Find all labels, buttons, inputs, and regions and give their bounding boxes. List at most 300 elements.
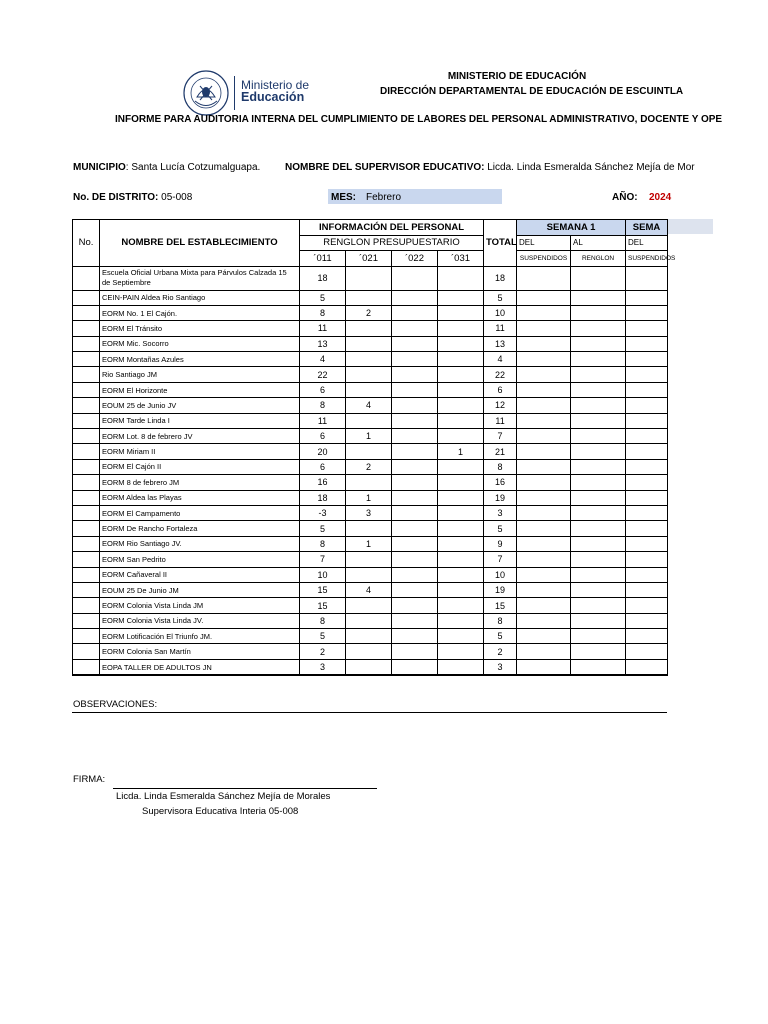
cell-031 xyxy=(438,266,484,290)
table-row xyxy=(73,598,668,613)
table-row xyxy=(73,367,668,382)
cell-011: 20 xyxy=(300,444,346,459)
cell-no xyxy=(73,382,100,397)
cell-022 xyxy=(392,321,438,336)
cell-no xyxy=(73,336,100,351)
municipio-label: MUNICIPIO xyxy=(73,162,126,173)
cell-011: 10 xyxy=(300,567,346,582)
table-row xyxy=(73,398,668,413)
cell-022 xyxy=(392,629,438,644)
cell-establecimiento: EORM Rio Santiago JV. xyxy=(100,536,300,551)
table-row xyxy=(73,552,668,567)
cell-establecimiento: EOUM 25 De Junio JM xyxy=(100,582,300,597)
cell-031 xyxy=(438,613,484,628)
cell-011: 6 xyxy=(300,429,346,444)
cell-sem2-suspendidos xyxy=(626,598,668,613)
cell-total: 5 xyxy=(484,521,517,536)
cell-sem1-renglon xyxy=(571,398,626,413)
table-row xyxy=(73,290,668,305)
cell-no xyxy=(73,659,100,675)
cell-sem2-suspendidos xyxy=(626,321,668,336)
cell-establecimiento: EORM Montañas Azules xyxy=(100,352,300,367)
cell-establecimiento: Rio Santiago JM xyxy=(100,367,300,382)
cell-sem1-renglon xyxy=(571,582,626,597)
cell-031 xyxy=(438,598,484,613)
cell-sem2-suspendidos xyxy=(626,459,668,474)
cell-sem1-renglon xyxy=(571,305,626,320)
cell-022 xyxy=(392,413,438,428)
cell-no xyxy=(73,444,100,459)
cell-011: 3 xyxy=(300,659,346,675)
cell-sem1-renglon xyxy=(571,644,626,659)
cell-011: 18 xyxy=(300,490,346,505)
cell-011: 5 xyxy=(300,290,346,305)
logo-text-educacion: Educación xyxy=(241,90,305,104)
cell-011: 11 xyxy=(300,321,346,336)
cell-sem1-renglon xyxy=(571,521,626,536)
cell-022 xyxy=(392,352,438,367)
cell-sem1-renglon xyxy=(571,598,626,613)
cell-031 xyxy=(438,567,484,582)
cell-sem2-suspendidos xyxy=(626,413,668,428)
table-row xyxy=(73,444,668,459)
cell-no xyxy=(73,552,100,567)
cell-sem1-suspendidos xyxy=(517,398,571,413)
mes-value: Febrero xyxy=(366,192,402,203)
cell-establecimiento: EORM Colonia Vista Linda JM xyxy=(100,598,300,613)
table-row xyxy=(73,429,668,444)
cell-total: 6 xyxy=(484,382,517,397)
cell-sem1-renglon xyxy=(571,444,626,459)
header-suspendidos: SUSPENDIDOS xyxy=(517,251,571,267)
cell-022 xyxy=(392,505,438,520)
cell-021 xyxy=(346,567,392,582)
cell-sem1-suspendidos xyxy=(517,567,571,582)
cell-total: 19 xyxy=(484,490,517,505)
cell-022 xyxy=(392,266,438,290)
cell-establecimiento: EORM Lotificación El Triunfo JM. xyxy=(100,629,300,644)
cell-011: 11 xyxy=(300,413,346,428)
cell-011: 15 xyxy=(300,598,346,613)
header-col-031: ´031 xyxy=(438,251,484,267)
cell-sem1-suspendidos xyxy=(517,536,571,551)
cell-sem1-suspendidos xyxy=(517,490,571,505)
cell-011: 16 xyxy=(300,475,346,490)
cell-sem1-renglon xyxy=(571,475,626,490)
cell-sem1-suspendidos xyxy=(517,352,571,367)
cell-sem1-renglon xyxy=(571,367,626,382)
cell-establecimiento: EORM De Rancho Fortaleza xyxy=(100,521,300,536)
cell-sem1-suspendidos xyxy=(517,629,571,644)
cell-011: 5 xyxy=(300,629,346,644)
cell-total: 7 xyxy=(484,429,517,444)
cell-no xyxy=(73,305,100,320)
firma-line xyxy=(113,788,377,789)
cell-011: 6 xyxy=(300,459,346,474)
cell-sem1-suspendidos xyxy=(517,459,571,474)
cell-sem1-renglon xyxy=(571,290,626,305)
cell-021 xyxy=(346,367,392,382)
cell-021: 1 xyxy=(346,429,392,444)
cell-022 xyxy=(392,490,438,505)
supervisor-label: NOMBRE DEL SUPERVISOR EDUCATIVO: xyxy=(285,162,485,173)
cell-total: 12 xyxy=(484,398,517,413)
cell-establecimiento: EORM El Cajón II xyxy=(100,459,300,474)
cell-establecimiento: CEIN-PAIN Aldea Rio Santiago xyxy=(100,290,300,305)
cell-no xyxy=(73,505,100,520)
cell-021 xyxy=(346,352,392,367)
cell-021: 2 xyxy=(346,305,392,320)
cell-establecimiento: EORM Lot. 8 de febrero JV xyxy=(100,429,300,444)
cell-022 xyxy=(392,459,438,474)
cell-sem1-suspendidos xyxy=(517,266,571,290)
cell-sem2-suspendidos xyxy=(626,367,668,382)
cell-establecimiento: EORM El Horizonte xyxy=(100,382,300,397)
cell-total: 13 xyxy=(484,336,517,351)
header-col-011: ´011 xyxy=(300,251,346,267)
cell-022 xyxy=(392,398,438,413)
cell-sem1-renglon xyxy=(571,613,626,628)
cell-sem1-suspendidos xyxy=(517,505,571,520)
cell-sem2-suspendidos xyxy=(626,352,668,367)
cell-021: 4 xyxy=(346,398,392,413)
cell-011: 5 xyxy=(300,521,346,536)
header-total: TOTAL xyxy=(484,220,517,267)
cell-sem1-renglon xyxy=(571,429,626,444)
mes-label: MES: xyxy=(331,192,356,203)
cell-total: 11 xyxy=(484,413,517,428)
cell-establecimiento: EORM Tarde Linda I xyxy=(100,413,300,428)
cell-sem2-suspendidos xyxy=(626,567,668,582)
cell-sem1-renglon xyxy=(571,629,626,644)
cell-establecimiento: EORM Mic. Socorro xyxy=(100,336,300,351)
cell-022 xyxy=(392,336,438,351)
cell-sem2-suspendidos xyxy=(626,629,668,644)
cell-total: 3 xyxy=(484,505,517,520)
cell-no xyxy=(73,266,100,290)
cell-total: 3 xyxy=(484,659,517,675)
cell-sem2-suspendidos xyxy=(626,536,668,551)
cell-011: 4 xyxy=(300,352,346,367)
personnel-table xyxy=(72,219,676,676)
header-info-personal: INFORMACIÓN DEL PERSONAL xyxy=(300,220,484,236)
cell-sem2-suspendidos xyxy=(626,336,668,351)
table-row xyxy=(73,352,668,367)
cell-establecimiento: EORM 8 de febrero JM xyxy=(100,475,300,490)
table-row xyxy=(73,266,668,290)
cell-031 xyxy=(438,490,484,505)
cell-021 xyxy=(346,336,392,351)
cell-022 xyxy=(392,552,438,567)
header-suspendidos-2: SUSPENDIDOS xyxy=(626,251,668,267)
cell-establecimiento: EORM San Pedrito xyxy=(100,552,300,567)
cell-031 xyxy=(438,352,484,367)
table-row xyxy=(73,382,668,397)
cell-establecimiento: EORM Colonia Vista Linda JV. xyxy=(100,613,300,628)
cell-022 xyxy=(392,644,438,659)
header-no: No. xyxy=(73,220,100,267)
cell-no xyxy=(73,644,100,659)
table-row xyxy=(73,490,668,505)
cell-sem2-suspendidos xyxy=(626,290,668,305)
ministry-heading: MINISTERIO DE EDUCACIÓN xyxy=(447,71,587,82)
supervisor-value: Licda. Linda Esmeralda Sánchez Mejía de Mor xyxy=(484,162,695,173)
cell-011: 2 xyxy=(300,644,346,659)
cell-sem1-renglon xyxy=(571,336,626,351)
cell-031 xyxy=(438,475,484,490)
cell-total: 15 xyxy=(484,598,517,613)
cell-021 xyxy=(346,521,392,536)
table-row xyxy=(73,413,668,428)
cell-total: 9 xyxy=(484,536,517,551)
cell-031 xyxy=(438,582,484,597)
cell-sem1-renglon xyxy=(571,552,626,567)
cell-no xyxy=(73,398,100,413)
cell-021 xyxy=(346,613,392,628)
logo-text-ministerio: Ministerio de xyxy=(241,78,310,92)
header-renglon-sub: RENGLON xyxy=(571,251,626,267)
cell-sem2-suspendidos xyxy=(626,505,668,520)
header-del-2: DEL xyxy=(626,235,668,251)
cell-011: 8 xyxy=(300,398,346,413)
cell-sem1-suspendidos xyxy=(517,552,571,567)
cell-total: 22 xyxy=(484,367,517,382)
table-row xyxy=(73,644,668,659)
cell-no xyxy=(73,367,100,382)
cell-sem2-suspendidos xyxy=(626,490,668,505)
cell-no xyxy=(73,413,100,428)
cell-sem1-suspendidos xyxy=(517,644,571,659)
header-semana-1: SEMANA 1 xyxy=(517,220,626,236)
cell-031 xyxy=(438,413,484,428)
cell-establecimiento: EORM Aldea las Playas xyxy=(100,490,300,505)
cell-021: 2 xyxy=(346,459,392,474)
cell-022 xyxy=(392,659,438,675)
anio-value: 2024 xyxy=(649,192,672,203)
cell-sem1-renglon xyxy=(571,536,626,551)
cell-sem2-suspendidos xyxy=(626,398,668,413)
cell-021: 4 xyxy=(346,582,392,597)
cell-031 xyxy=(438,552,484,567)
cell-031 xyxy=(438,536,484,551)
cell-sem1-renglon xyxy=(571,352,626,367)
cell-021 xyxy=(346,552,392,567)
table-row xyxy=(73,459,668,474)
cell-no xyxy=(73,582,100,597)
cell-sem1-renglon xyxy=(571,505,626,520)
cell-011: 6 xyxy=(300,382,346,397)
cell-022 xyxy=(392,613,438,628)
national-seal-icon xyxy=(183,70,229,116)
cell-031 xyxy=(438,644,484,659)
cell-establecimiento: EORM Cañaveral II xyxy=(100,567,300,582)
cell-establecimiento: EORM El Tránsito xyxy=(100,321,300,336)
cell-establecimiento: Escuela Oficial Urbana Mixta para Párvulos Calzada 15 de Septiembre xyxy=(100,266,300,290)
logo-divider xyxy=(234,76,235,110)
ministry-logo xyxy=(183,70,313,118)
cell-021 xyxy=(346,444,392,459)
cell-031 xyxy=(438,321,484,336)
cell-011: 8 xyxy=(300,613,346,628)
cell-021: 1 xyxy=(346,536,392,551)
table-row xyxy=(73,475,668,490)
cell-022 xyxy=(392,429,438,444)
cell-031 xyxy=(438,290,484,305)
cell-sem1-suspendidos xyxy=(517,305,571,320)
cell-no xyxy=(73,629,100,644)
cell-021: 3 xyxy=(346,505,392,520)
supervisor-field xyxy=(285,162,695,173)
cell-total: 19 xyxy=(484,582,517,597)
cell-sem1-renglon xyxy=(571,413,626,428)
cell-022 xyxy=(392,582,438,597)
cell-no xyxy=(73,475,100,490)
cell-total: 4 xyxy=(484,352,517,367)
cell-021 xyxy=(346,382,392,397)
table-row xyxy=(73,521,668,536)
cell-sem1-suspendidos xyxy=(517,613,571,628)
table-row xyxy=(73,305,668,320)
cell-total: 8 xyxy=(484,613,517,628)
cell-sem2-suspendidos xyxy=(626,382,668,397)
cell-sem2-suspendidos xyxy=(626,521,668,536)
cell-no xyxy=(73,290,100,305)
cell-establecimiento: EORM Miriam II xyxy=(100,444,300,459)
cell-sem1-suspendidos xyxy=(517,444,571,459)
cell-no xyxy=(73,321,100,336)
header-establecimiento: NOMBRE DEL ESTABLECIMIENTO xyxy=(100,220,300,267)
table-row xyxy=(73,629,668,644)
cell-031 xyxy=(438,382,484,397)
table-row xyxy=(73,582,668,597)
cell-sem1-renglon xyxy=(571,266,626,290)
cell-sem1-suspendidos xyxy=(517,475,571,490)
cell-no xyxy=(73,521,100,536)
municipio-value: : Santa Lucía Cotzumalguapa. xyxy=(125,162,261,173)
cell-sem1-renglon xyxy=(571,659,626,675)
cell-sem1-suspendidos xyxy=(517,598,571,613)
table-row xyxy=(73,613,668,628)
cell-no xyxy=(73,598,100,613)
distrito-label: No. DE DISTRITO: xyxy=(73,192,159,203)
cell-no xyxy=(73,567,100,582)
table-row xyxy=(73,336,668,351)
cell-011: 15 xyxy=(300,582,346,597)
cell-sem2-suspendidos xyxy=(626,429,668,444)
header-semana-2: SEMA xyxy=(626,220,668,236)
cell-011: 7 xyxy=(300,552,346,567)
cell-establecimiento: EORM Colonia San Martín xyxy=(100,644,300,659)
semana-2-overflow xyxy=(667,219,713,234)
header-renglon: RENGLON PRESUPUESTARIO xyxy=(300,235,484,251)
cell-sem1-renglon xyxy=(571,459,626,474)
cell-011: 8 xyxy=(300,305,346,320)
observaciones-line xyxy=(72,712,667,713)
cell-total: 10 xyxy=(484,305,517,320)
distrito-field xyxy=(73,192,192,203)
cell-sem1-suspendidos xyxy=(517,521,571,536)
cell-no xyxy=(73,613,100,628)
cell-sem2-suspendidos xyxy=(626,444,668,459)
cell-022 xyxy=(392,521,438,536)
cell-sem1-renglon xyxy=(571,382,626,397)
cell-no xyxy=(73,429,100,444)
cell-021 xyxy=(346,266,392,290)
cell-establecimiento: EOPA TALLER DE ADULTOS JN xyxy=(100,659,300,675)
cell-022 xyxy=(392,475,438,490)
signer-name: Licda. Linda Esmeralda Sánchez Mejía de Morales xyxy=(116,791,331,802)
header-del: DEL xyxy=(517,235,571,251)
cell-sem2-suspendidos xyxy=(626,644,668,659)
cell-total: 21 xyxy=(484,444,517,459)
cell-022 xyxy=(392,290,438,305)
cell-031 xyxy=(438,367,484,382)
report-title: INFORME PARA AUDITORIA INTERNA DEL CUMPLIMIENTO DE LABORES DEL PERSONAL ADMINISTRATIVO, DOCENTE Y OPE xyxy=(115,114,723,125)
cell-sem2-suspendidos xyxy=(626,659,668,675)
table-row xyxy=(73,321,668,336)
cell-total: 11 xyxy=(484,321,517,336)
cell-total: 16 xyxy=(484,475,517,490)
cell-sem2-suspendidos xyxy=(626,475,668,490)
cell-establecimiento: EOUM 25 de Junio JV xyxy=(100,398,300,413)
cell-021 xyxy=(346,659,392,675)
cell-sem1-suspendidos xyxy=(517,290,571,305)
cell-011: 18 xyxy=(300,266,346,290)
cell-no xyxy=(73,459,100,474)
cell-total: 10 xyxy=(484,567,517,582)
cell-sem1-suspendidos xyxy=(517,336,571,351)
municipio-field xyxy=(73,162,260,173)
header-al: AL xyxy=(571,235,626,251)
signer-title: Supervisora Educativa Interia 05-008 xyxy=(142,806,299,817)
cell-sem1-renglon xyxy=(571,321,626,336)
cell-sem2-suspendidos xyxy=(626,552,668,567)
cell-031 xyxy=(438,398,484,413)
cell-021 xyxy=(346,290,392,305)
cell-sem1-suspendidos xyxy=(517,367,571,382)
cell-022 xyxy=(392,567,438,582)
cell-sem1-suspendidos xyxy=(517,382,571,397)
header-col-021: ´021 xyxy=(346,251,392,267)
cell-sem2-suspendidos xyxy=(626,613,668,628)
table-row xyxy=(73,567,668,582)
department-heading: DIRECCIÓN DEPARTAMENTAL DE EDUCACIÓN DE ESCUINTLA xyxy=(380,86,684,97)
cell-031 xyxy=(438,459,484,474)
observaciones-label: OBSERVACIONES: xyxy=(73,699,158,710)
table-row xyxy=(73,659,668,675)
cell-031 xyxy=(438,336,484,351)
header-col-022: ´022 xyxy=(392,251,438,267)
cell-no xyxy=(73,352,100,367)
cell-011: 13 xyxy=(300,336,346,351)
cell-021 xyxy=(346,321,392,336)
cell-022 xyxy=(392,444,438,459)
table-row xyxy=(73,505,668,520)
cell-022 xyxy=(392,536,438,551)
cell-total: 8 xyxy=(484,459,517,474)
cell-021 xyxy=(346,475,392,490)
cell-sem1-renglon xyxy=(571,490,626,505)
firma-label: FIRMA: xyxy=(73,774,106,785)
cell-031 xyxy=(438,305,484,320)
cell-sem1-suspendidos xyxy=(517,582,571,597)
cell-no xyxy=(73,536,100,551)
cell-011: -3 xyxy=(300,505,346,520)
cell-031 xyxy=(438,521,484,536)
cell-011: 8 xyxy=(300,536,346,551)
cell-021 xyxy=(346,598,392,613)
cell-total: 5 xyxy=(484,629,517,644)
